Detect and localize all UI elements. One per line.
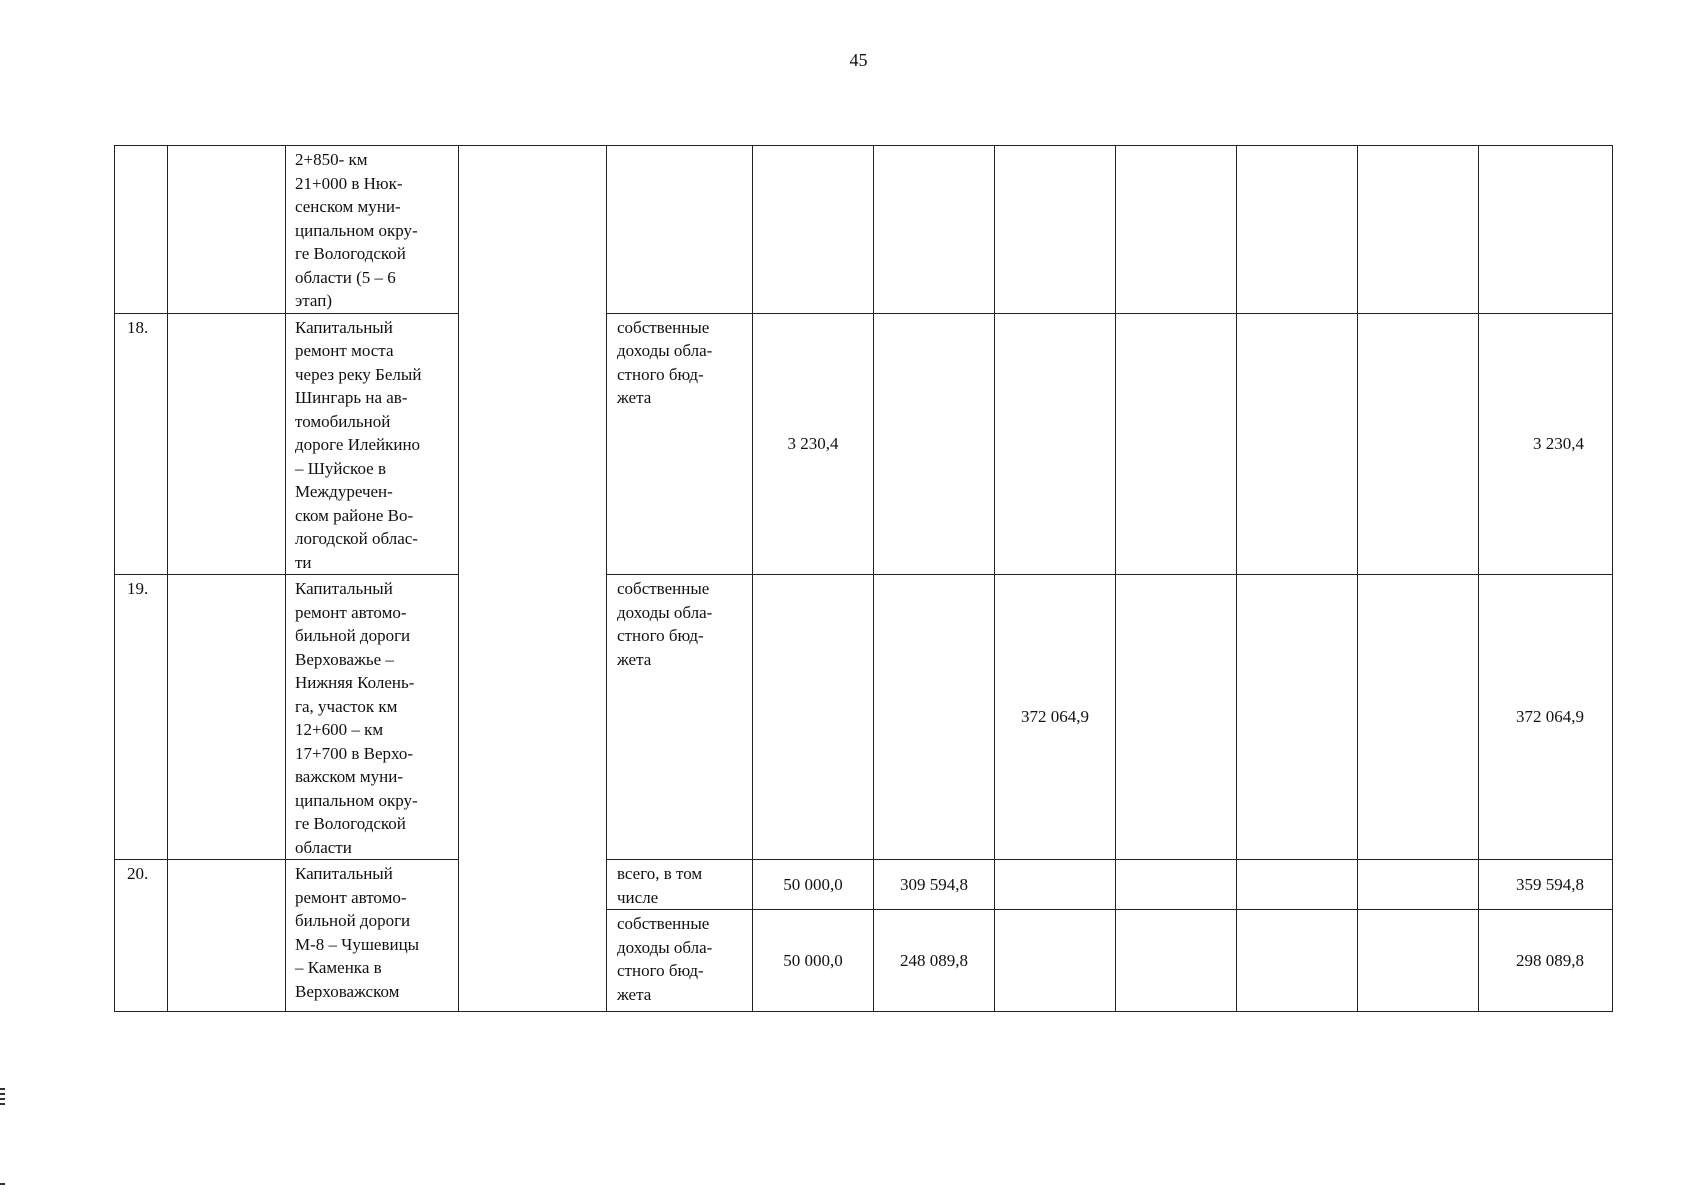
value-cell (1358, 910, 1479, 1012)
empty-cell (168, 860, 286, 1012)
row-number-cell (115, 146, 168, 314)
value-cell (1358, 146, 1479, 314)
funding-source-cell (607, 313, 753, 575)
text-line: доходы обла- (617, 937, 713, 957)
text-line: собственные (617, 579, 710, 598)
scan-mark (0, 1093, 5, 1095)
value-cell (995, 313, 1116, 575)
text-line: области (295, 837, 352, 857)
value-cell (995, 860, 1116, 910)
text-line: М-8 – Чушевицы (295, 934, 420, 954)
row-number-cell: 19. (115, 575, 168, 860)
table-row (115, 860, 1613, 910)
value-cell: 50 000,0 (753, 860, 874, 910)
text-line: га, участок км (295, 696, 398, 716)
value-cell (995, 910, 1116, 1012)
text-line: этап) (295, 291, 333, 310)
text-line: доходы обла- (617, 602, 713, 622)
value-cell (1116, 313, 1237, 575)
text-line: собственные (617, 317, 710, 337)
value-cell: 309 594,8 (874, 860, 995, 910)
value-cell (1358, 575, 1479, 860)
value-cell (1237, 146, 1358, 314)
text-line: 2+850- км (295, 150, 368, 169)
text-line: ремонт автомо- (295, 887, 407, 907)
text-line: ге Вологодской (295, 814, 406, 833)
text-line: через реку Белый (295, 364, 422, 384)
text-line: Шингарь на ав- (295, 388, 408, 407)
text-line: Капитальный (295, 579, 393, 598)
text-line: бильной дороги (295, 911, 411, 930)
total-cell: 298 089,8 (1479, 910, 1613, 1012)
scan-mark (0, 1098, 5, 1100)
text-line: дороге Илейкино (295, 435, 421, 454)
text-line: стного бюд- (617, 364, 704, 384)
text-line: бильной дороги (295, 626, 411, 645)
text-line: ципальном окру- (295, 790, 418, 810)
value-cell (753, 146, 874, 314)
value-cell (1116, 146, 1237, 314)
text-line: стного бюд- (617, 961, 704, 980)
total-cell: 3 230,4 (1479, 313, 1613, 575)
value-cell (1358, 313, 1479, 575)
empty-cell (168, 146, 286, 314)
funding-source-cell (607, 146, 753, 314)
text-line: стного бюд- (617, 626, 704, 645)
text-line: ском районе Во- (295, 505, 414, 525)
text-line: жета (617, 649, 652, 669)
funding-source-cell (607, 575, 753, 860)
text-line: сенском муни- (295, 197, 401, 216)
text-line: ремонт моста (295, 341, 394, 360)
value-cell: 3 230,4 (753, 313, 874, 575)
text-line: Капитальный (295, 317, 393, 337)
text-line: ципальном окру- (295, 220, 418, 240)
empty-cell (168, 575, 286, 860)
funding-source-cell (607, 860, 753, 910)
value-cell: 50 000,0 (753, 910, 874, 1012)
text-line: области (5 – 6 (295, 267, 396, 287)
page-number: 45 (849, 50, 868, 70)
text-line: Нижняя Колень- (295, 673, 415, 692)
value-cell (753, 575, 874, 860)
text-line: ремонт автомо- (295, 602, 407, 622)
text-line: собственные (617, 914, 710, 933)
table-row (115, 146, 1613, 314)
row-number-cell: 20. (115, 860, 168, 1012)
text-line: 12+600 – км (295, 720, 384, 739)
funding-source-cell (607, 910, 753, 1012)
value-cell (1116, 910, 1237, 1012)
value-cell: 372 064,9 (995, 575, 1116, 860)
text-line: доходы обла- (617, 341, 713, 360)
value-cell (1116, 860, 1237, 910)
table-row (115, 575, 1613, 860)
text-line: 21+000 в Нюк- (295, 173, 403, 193)
object-name-cell (286, 860, 459, 1012)
value-cell (874, 575, 995, 860)
text-line: – Шуйское в (295, 458, 386, 478)
merged-empty-cell (459, 146, 607, 1012)
value-cell (1237, 575, 1358, 860)
value-cell (1116, 575, 1237, 860)
total-cell: 359 594,8 (1479, 860, 1613, 910)
scan-mark (0, 1183, 5, 1185)
text-line: 17+700 в Верхо- (295, 743, 414, 763)
value-cell (1237, 860, 1358, 910)
text-line: ге Вологодской (295, 244, 406, 263)
value-cell (874, 146, 995, 314)
text-line: Верховажье – (295, 649, 394, 669)
row-number-cell: 18. (115, 313, 168, 575)
text-line: – Каменка в (295, 958, 382, 977)
text-line: всего, в том (617, 864, 703, 883)
scan-mark (0, 1088, 5, 1090)
value-cell (995, 146, 1116, 314)
text-line: жета (617, 984, 652, 1004)
text-line: важском муни- (295, 767, 404, 786)
text-line: логодской облас- (295, 529, 418, 548)
object-name-cell (286, 146, 459, 314)
text-line: жета (617, 388, 652, 407)
value-cell (1358, 860, 1479, 910)
text-line: Междуречен- (295, 482, 393, 501)
object-name-cell (286, 575, 459, 860)
table-row (115, 313, 1613, 575)
value-cell (874, 313, 995, 575)
text-line: Капитальный (295, 864, 393, 883)
text-line: ти (295, 552, 312, 572)
value-cell (1237, 910, 1358, 1012)
empty-cell (168, 313, 286, 575)
text-line: Верховажском (295, 981, 400, 1001)
total-cell (1479, 146, 1613, 314)
text-line: числе (617, 887, 659, 907)
budget-table (114, 145, 1613, 1012)
total-cell: 372 064,9 (1479, 575, 1613, 860)
text-line: томобильной (295, 411, 391, 431)
value-cell: 248 089,8 (874, 910, 995, 1012)
object-name-cell (286, 313, 459, 575)
scan-mark (0, 1103, 5, 1105)
value-cell (1237, 313, 1358, 575)
